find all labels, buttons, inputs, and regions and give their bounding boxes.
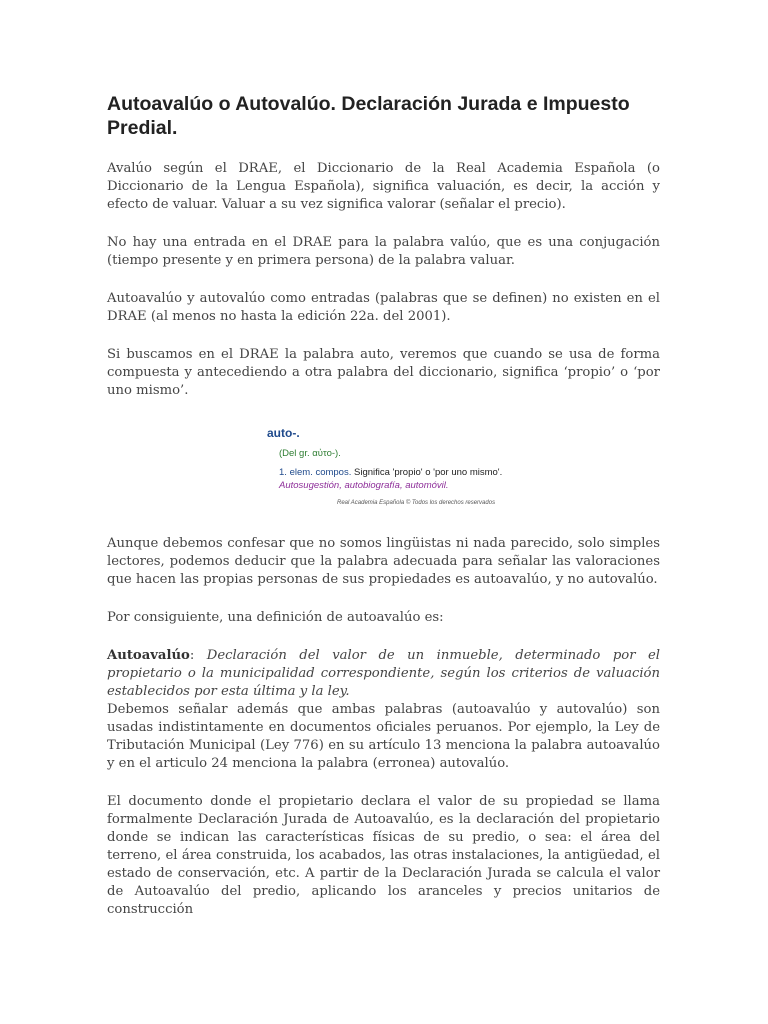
definition-separator: : — [189, 648, 195, 663]
dictionary-etymology: (Del gr. αὐτο-). — [279, 448, 341, 459]
definition-paragraph — [107, 647, 660, 701]
dictionary-sense-category: elem. compos. — [289, 467, 352, 478]
paragraph-declaration: El documento donde el propietario declara el valor de su propiedad se llama formalmente Declaración Jurada de Autoavalúo, es la declaración del propietario donde se indican las características físicas de su predio, o sea: el área del terreno, el área construida, los acabados, las otras instalaciones, la antigüedad, el estado de conservación, etc. A partir de la Declaración Jurada se calcula el valor de Autoavalúo del predio, aplicando los aranceles y precios unitarios de construcción — [107, 794, 660, 917]
paragraph-definition-intro: Por consiguiente, una definición de autoavalúo es: — [107, 610, 444, 625]
paragraph-usage: Debemos señalar además que ambas palabras (autoavalúo y autovalúo) son usadas indistintamente en documentos oficiales peruanos. Por ejemplo, la Ley de Tributación Municipal (Ley 776) en su artículo 13 menciona la palabra autoavalúo y en el articulo 24 menciona la palabra (erronea) autovalúo. — [107, 702, 660, 771]
paragraph-entries: Autoavalúo y autovalúo como entradas (palabras que se definen) no existen en el DRAE (al menos no hasta la edición 22a. del 2001). — [107, 291, 660, 324]
dictionary-sense — [279, 467, 502, 478]
dictionary-entry-image — [257, 420, 537, 515]
dictionary-sense-text: Significa 'propio' o 'por uno mismo'. — [351, 467, 503, 478]
paragraph-auto: Si buscamos en el DRAE la palabra auto, veremos que cuando se usa de forma compuesta y antecediendo a otra palabra del diccionario, significa ‘propio’ o ‘por uno mismo’. — [107, 347, 660, 398]
definition-term: Autoavalúo — [107, 648, 190, 663]
definition-text: Declaración del valor de un inmueble, determinado por el propietario o la municipalidad correspondiente, según los criterios de valuación establecidos por esta última y la ley. — [107, 648, 660, 699]
document-title: Autoavalúo o Autovalúo. Declaración Jurada e Impuesto Predial. — [107, 93, 630, 139]
dictionary-sense-number: 1. — [279, 467, 287, 478]
paragraph-valuo: No hay una entrada en el DRAE para la palabra valúo, que es una conjugación (tiempo presente y en primera persona) de la palabra valuar. — [107, 235, 660, 268]
document-page — [107, 92, 660, 939]
paragraph-linguists: Aunque debemos confesar que no somos lingüistas ni nada parecido, solo simples lectores, podemos deducir que la palabra adecuada para señalar las valoraciones que hacen las propias personas de sus propiedades es autoavalúo, y no autovalúo. — [107, 536, 660, 587]
dictionary-examples: Autosugestión, autobiografía, automóvil. — [279, 480, 449, 491]
paragraph-avaluo: Avalúo según el DRAE, el Diccionario de la Real Academia Española (o Diccionario de la Lengua Española), significa valuación, es decir, la acción y efecto de valuar. Valuar a su vez significa valorar (señalar el precio). — [107, 161, 660, 212]
dictionary-headword: auto-. — [267, 426, 300, 440]
dictionary-credit: Real Academia Española © Todos los derechos reservados — [337, 500, 496, 506]
